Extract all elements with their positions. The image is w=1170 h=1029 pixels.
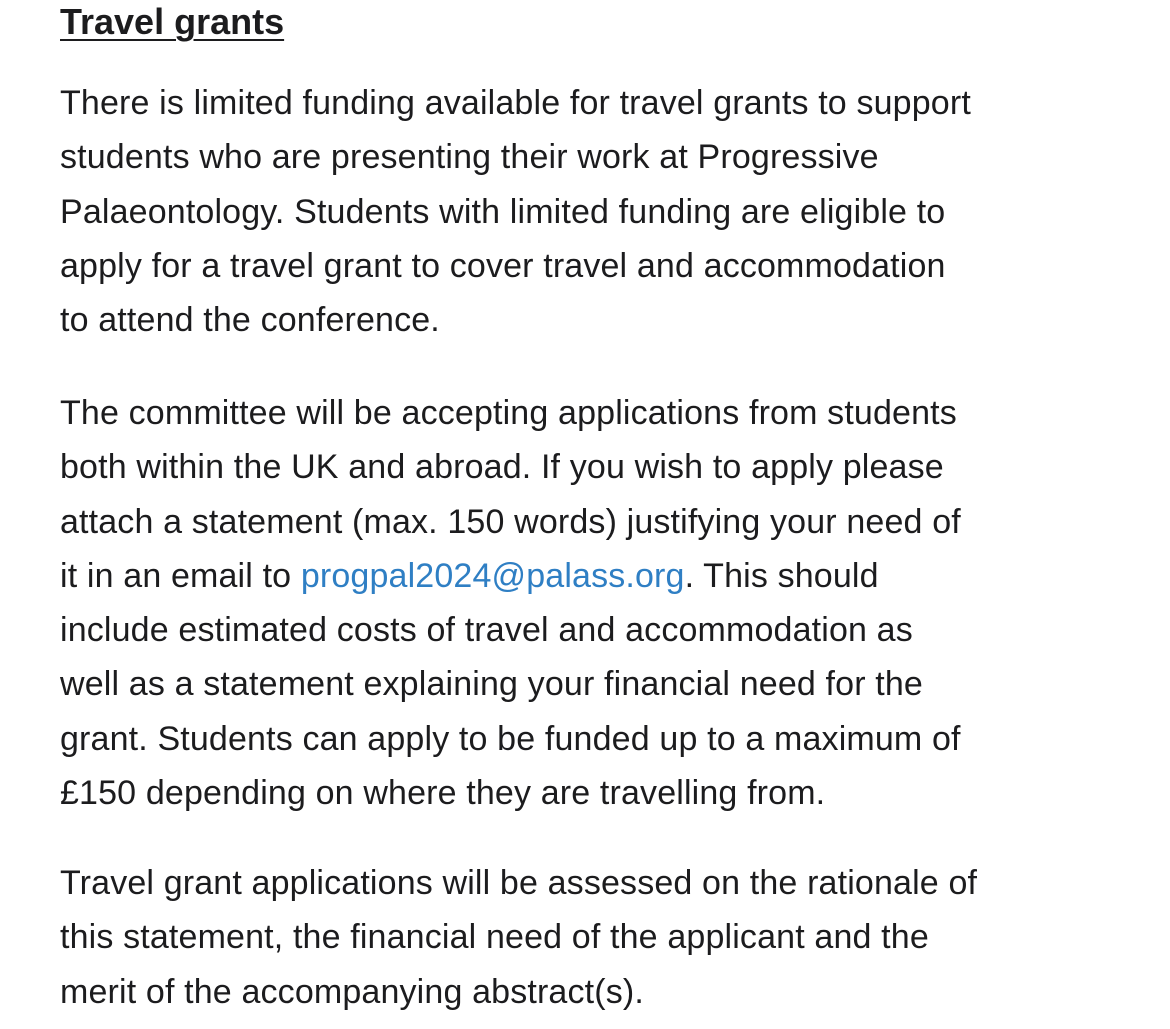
email-prefix-text: it in an email to <box>60 556 301 595</box>
assessment-paragraph <box>60 856 1140 1019</box>
text-line-with-email <box>60 549 1140 603</box>
text-line: The committee will be accepting applications from students <box>60 394 957 432</box>
text-line: There is limited funding available for travel grants to support <box>60 84 971 122</box>
text-line: apply for a travel grant to cover travel and accommodation <box>60 246 946 285</box>
text-line: include estimated costs of travel and accommodation as <box>60 611 913 650</box>
intro-paragraph <box>60 76 1140 347</box>
text-line: grant. Students can apply to be funded up to a maximum of <box>60 719 961 758</box>
email-link[interactable]: progpal2024@palass.org <box>300 556 685 595</box>
text-line: merit of the accompanying abstract(s). <box>60 972 644 1011</box>
application-paragraph <box>60 386 1140 820</box>
email-suffix-text: . This should <box>684 556 879 595</box>
text-line: well as a statement explaining your financial need for the <box>60 665 923 704</box>
text-line: both within the UK and abroad. If you wish to apply please <box>60 448 944 487</box>
text-line: Palaeontology. Students with limited funding are eligible to <box>60 192 946 231</box>
text-line: to attend the conference. <box>60 301 440 340</box>
text-line: this statement, the financial need of the applicant and the <box>60 918 929 957</box>
page-title: Travel grants <box>60 1 285 42</box>
text-line: students who are presenting their work at Progressive <box>60 138 879 177</box>
text-line: attach a statement (max. 150 words) justifying your need of <box>60 502 961 541</box>
text-line: £150 depending on where they are travelling from. <box>60 774 826 813</box>
text-line: Travel grant applications will be assessed on the rationale of <box>60 864 978 902</box>
